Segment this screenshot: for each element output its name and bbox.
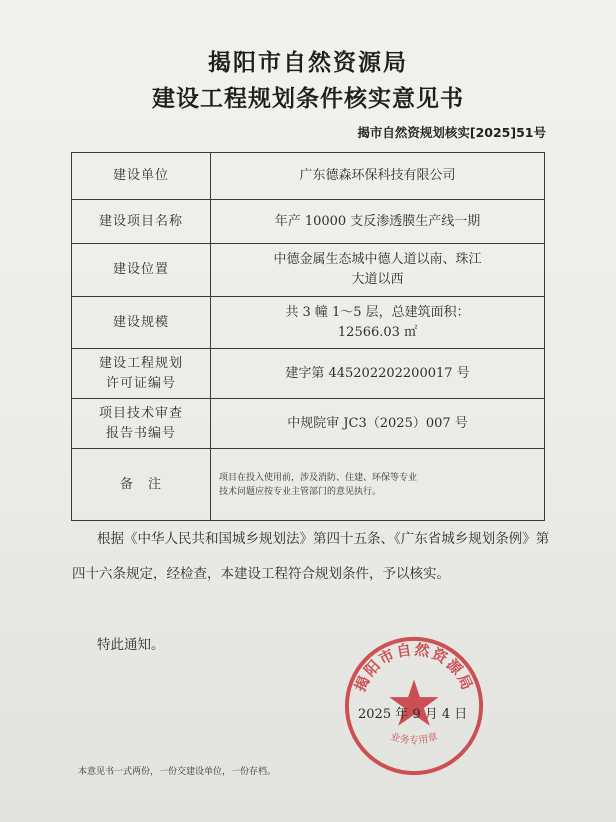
review-label-line1: 项目技术审查 <box>98 405 183 421</box>
document-title-line2: 建设工程规划条件核实意见书 <box>152 86 464 112</box>
table-row <box>72 153 545 200</box>
location-line1: 中德金属生态城中德人道以南、珠江 <box>273 252 482 267</box>
seal-text: 揭阳市自然资源局 <box>351 641 477 695</box>
row-label-permit-number <box>72 349 211 399</box>
table-row <box>72 200 545 244</box>
row-label-scale: 建设规模 <box>72 297 211 349</box>
notice-closing: 特此通知。 <box>97 637 165 653</box>
row-value-remarks <box>211 449 545 521</box>
scale-line2: 12566.03 ㎡ <box>337 324 418 340</box>
row-label-construction-unit: 建设单位 <box>72 153 211 200</box>
table-row <box>72 349 545 399</box>
remarks-line2: 技术问题应按专业主管部门的意见执行。 <box>219 486 382 497</box>
seal-subtext: 业务专用章 <box>389 731 439 747</box>
footer-note: 本意见书一式两份，一份交建设单位，一份存档。 <box>78 767 277 777</box>
remarks-line1: 项目在投入使用前，涉及消防、住建、环保等专业 <box>219 472 418 483</box>
row-value-scale <box>211 297 545 349</box>
table-row <box>72 297 545 349</box>
row-value-permit-number: 建字第 445202202200017 号 <box>211 349 545 399</box>
legal-basis-paragraph: 根据《中华人民共和国城乡规划法》第四十五条、《广东省城乡规划条例》第四十六条规定，经检查，本建设工程符合规划条件，予以核实。 <box>72 531 550 582</box>
scale-line1: 共 3 幢 1～5 层，总建筑面积： <box>285 304 470 320</box>
row-value-project-name: 年产 10000 支反渗透膜生产线一期 <box>211 200 545 244</box>
row-label-remarks: 备 注 <box>72 449 211 521</box>
planning-verification-table <box>71 152 545 521</box>
permit-label-line1: 建设工程规划 <box>98 355 183 371</box>
location-line2: 大道以西 <box>351 272 404 287</box>
row-value-review-report-number: 中规院审 JC3（2025）007 号 <box>211 399 545 449</box>
row-value-location <box>211 244 545 297</box>
table-row <box>72 449 545 521</box>
row-label-review-report-number <box>72 399 211 449</box>
issue-date: 2025 年 9 月 4 日 <box>358 707 468 722</box>
row-value-construction-unit: 广东德森环保科技有限公司 <box>211 153 545 200</box>
row-label-location: 建设位置 <box>72 244 211 297</box>
document-title-line1: 揭阳市自然资源局 <box>208 50 408 76</box>
row-label-project-name: 建设项目名称 <box>72 200 211 244</box>
permit-label-line2: 许可证编号 <box>105 375 176 391</box>
table-row <box>72 399 545 449</box>
review-label-line2: 报告书编号 <box>105 425 176 441</box>
document-number: 揭市自然资规划核实[2025]51号 <box>357 125 546 140</box>
table-row <box>72 244 545 297</box>
